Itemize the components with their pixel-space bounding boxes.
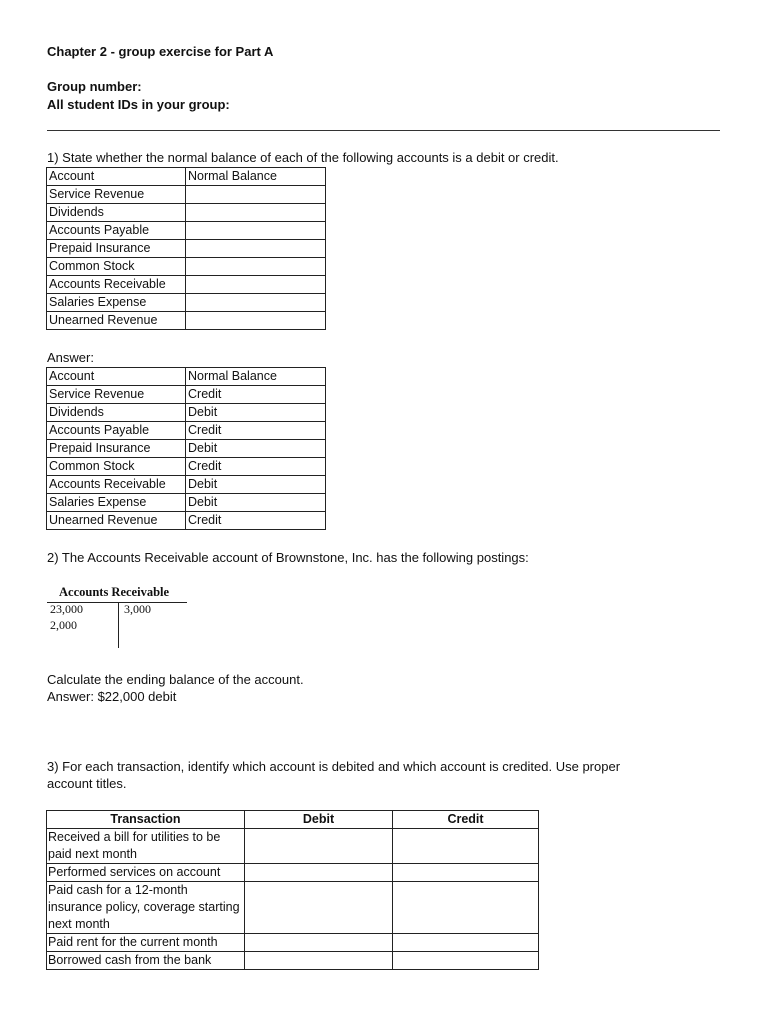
table-row (47, 512, 326, 530)
t-account-vline (118, 602, 119, 648)
account-cell: Dividends (47, 204, 186, 222)
transaction-cell: Paid rent for the current month (47, 934, 245, 952)
balance-cell: Debit (186, 404, 326, 422)
table-row (47, 864, 539, 882)
credit-cell[interactable] (393, 882, 539, 934)
table-header-row (47, 368, 326, 386)
q3-prompt-line2: account titles. (47, 776, 127, 791)
balance-cell: Credit (186, 386, 326, 404)
credit-cell[interactable] (393, 864, 539, 882)
account-cell: Prepaid Insurance (47, 240, 186, 258)
balance-cell[interactable] (186, 312, 326, 330)
transaction-cell: Borrowed cash from the bank (47, 952, 245, 970)
debit-cell[interactable] (245, 934, 393, 952)
table-row (47, 258, 326, 276)
table-row (47, 952, 539, 970)
col-header-normal-balance: Normal Balance (186, 168, 326, 186)
table-row (47, 882, 539, 934)
transaction-cell: Paid cash for a 12-month insurance policy, coverage starting next month (47, 882, 245, 934)
col-header-account: Account (47, 368, 186, 386)
table-row (47, 494, 326, 512)
balance-cell: Debit (186, 476, 326, 494)
table-row (47, 294, 326, 312)
balance-cell[interactable] (186, 240, 326, 258)
table-row (47, 440, 326, 458)
q2-prompt: 2) The Accounts Receivable account of Brownstone, Inc. has the following postings: (47, 550, 529, 565)
debit-cell[interactable] (245, 952, 393, 970)
table-row (47, 829, 539, 864)
account-cell: Salaries Expense (47, 294, 186, 312)
group-number-label: Group number: (47, 79, 142, 94)
balance-cell[interactable] (186, 258, 326, 276)
page-title: Chapter 2 - group exercise for Part A (47, 44, 274, 59)
debit-cell[interactable] (245, 882, 393, 934)
t-account-debit: 23,000 (50, 602, 83, 616)
table-row (47, 312, 326, 330)
account-cell: Salaries Expense (47, 494, 186, 512)
credit-cell[interactable] (393, 829, 539, 864)
account-cell: Accounts Payable (47, 422, 186, 440)
credit-cell[interactable] (393, 952, 539, 970)
student-ids-label: All student IDs in your group: (47, 97, 230, 112)
table-row (47, 276, 326, 294)
col-header-account: Account (47, 168, 186, 186)
q1-prompt: 1) State whether the normal balance of each of the following accounts is a debit or credit. (47, 150, 559, 165)
table-row (47, 386, 326, 404)
col-header-debit: Debit (245, 811, 393, 829)
table-row (47, 422, 326, 440)
account-cell: Service Revenue (47, 386, 186, 404)
table-row (47, 186, 326, 204)
table-row (47, 240, 326, 258)
t-account (47, 585, 187, 649)
debit-cell[interactable] (245, 829, 393, 864)
table-header-row (47, 168, 326, 186)
debit-cell[interactable] (245, 864, 393, 882)
col-header-transaction: Transaction (47, 811, 245, 829)
q2-answer: Answer: $22,000 debit (47, 689, 177, 704)
account-cell: Service Revenue (47, 186, 186, 204)
balance-cell: Credit (186, 512, 326, 530)
col-header-normal-balance: Normal Balance (186, 368, 326, 386)
divider (47, 130, 720, 131)
balance-cell: Credit (186, 458, 326, 476)
balance-cell: Debit (186, 440, 326, 458)
t-account-title: Accounts Receivable (59, 585, 170, 599)
account-cell: Common Stock (47, 258, 186, 276)
account-cell: Accounts Receivable (47, 276, 186, 294)
balance-cell[interactable] (186, 186, 326, 204)
q3-table (46, 810, 539, 970)
q1-answer-table (46, 367, 326, 530)
table-row (47, 476, 326, 494)
balance-cell[interactable] (186, 222, 326, 240)
account-cell: Unearned Revenue (47, 312, 186, 330)
balance-cell: Debit (186, 494, 326, 512)
t-account-debit: 2,000 (50, 618, 77, 632)
account-cell: Accounts Payable (47, 222, 186, 240)
account-cell: Dividends (47, 404, 186, 422)
account-cell: Prepaid Insurance (47, 440, 186, 458)
col-header-credit: Credit (393, 811, 539, 829)
account-cell: Common Stock (47, 458, 186, 476)
transaction-cell: Performed services on account (47, 864, 245, 882)
q1-table (46, 167, 326, 330)
table-row (47, 458, 326, 476)
t-account-credit: 3,000 (124, 602, 151, 616)
table-row (47, 204, 326, 222)
balance-cell[interactable] (186, 294, 326, 312)
answer-label: Answer: (47, 350, 94, 365)
table-row (47, 222, 326, 240)
q2-instruction: Calculate the ending balance of the account. (47, 672, 304, 687)
table-row (47, 404, 326, 422)
balance-cell[interactable] (186, 276, 326, 294)
account-cell: Unearned Revenue (47, 512, 186, 530)
account-cell: Accounts Receivable (47, 476, 186, 494)
table-row (47, 934, 539, 952)
table-header-row (47, 811, 539, 829)
balance-cell: Credit (186, 422, 326, 440)
q3-prompt-line1: 3) For each transaction, identify which account is debited and which account is credited. Use proper (47, 759, 621, 774)
transaction-cell: Received a bill for utilities to be paid next month (47, 829, 245, 864)
balance-cell[interactable] (186, 204, 326, 222)
credit-cell[interactable] (393, 934, 539, 952)
